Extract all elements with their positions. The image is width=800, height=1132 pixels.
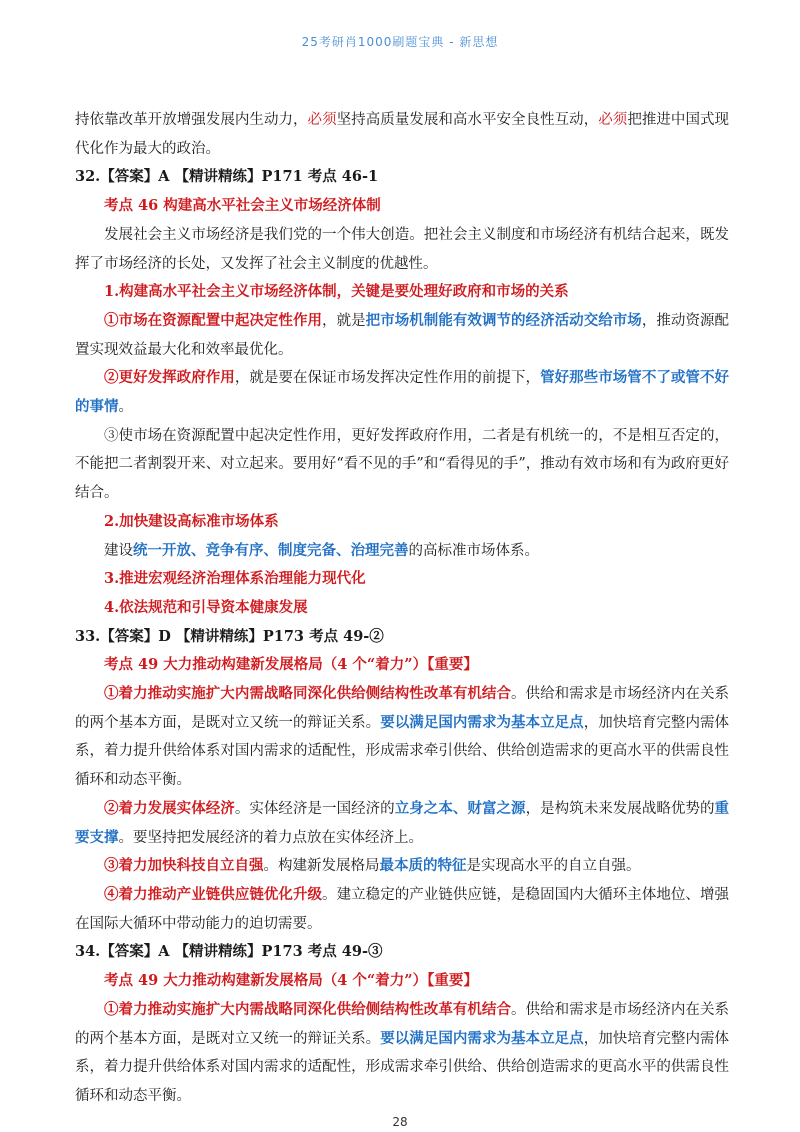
q32-section-2: 2.加快建设高标准市场体系: [104, 512, 279, 530]
q32-paragraph-2-text-a: 建设: [104, 542, 133, 559]
q33-item-1: [75, 680, 729, 795]
must-emphasis-2: 必须: [598, 112, 628, 128]
q33-item-4-key: ④着力推动产业链供应链优化升级: [104, 885, 323, 903]
q32-item-1-text-b: ，推动资源配置实现效益最大化和效率最优化。: [75, 312, 730, 358]
q34-item-1-text-b: ，加快培育完整内需体系，着力提升供给体系对国内需求的适配性，形成需求牵引供给、供给创造需求的更高水平的供需良性循环和动态平衡。: [75, 1030, 730, 1104]
q32-item-1-highlight: 把市场机制能有效调节的经济活动交给市场: [365, 311, 642, 329]
q32-item-2: [75, 364, 729, 421]
q32-item-1-key: ①市场在资源配置中起决定性作用: [104, 311, 323, 329]
q32-item-3: ③使市场在资源配置中起决定性作用，更好发挥政府作用，二者是有机统一的，不是相互否定的，不能把二者割裂开来、对立起来。要用好“看不见的手”和“看得见的手”，推动有效市场和有为政府更好结合。: [75, 427, 729, 502]
q32-item-1-text-a: ，就是: [322, 312, 366, 329]
q32-kaodian-title: 考点 46 构建高水平社会主义市场经济体制: [104, 197, 381, 215]
q32-section-4: 4.依法规范和引导资本健康发展: [104, 598, 308, 616]
q32-section-3: 3.推进宏观经济治理体系治理能力现代化: [104, 570, 366, 588]
q33-item-3-text-b: 是实现高水平的自立自强。: [466, 858, 641, 875]
q33-item-1-key: ①着力推动实施扩大内需战略同深化供给侧结构性改革有机结合: [104, 685, 511, 703]
q33-item-4-text-a: 。建立稳定的产业链供应链，是稳固国内大循环主体地位、增强在国际大循环中带动能力的迫切需要。: [75, 886, 730, 932]
intro-text-2: 坚持高质量发展和高水平安全良性互动，: [336, 112, 599, 128]
q32-paragraph-2-highlight: 统一开放、竞争有序、制度完备、治理完善: [133, 541, 409, 559]
page-header: 25考研肖1000刷题宝典 - 新思想: [301, 35, 499, 49]
q32-item-1: [75, 307, 729, 364]
q33-item-2-key: ②着力发展实体经济: [104, 799, 235, 817]
q32-section-1: 1.构建高水平社会主义市场经济体制，关键是要处理好政府和市场的关系: [104, 283, 569, 301]
q33-item-4: [75, 881, 729, 938]
q33-item-1-text-b: ，加快培育完整内需体系，着力提升供给体系对国内需求的适配性，形成需求牵引供给、供给创造需求的更高水平的供需良性循环和动态平衡。: [75, 714, 730, 789]
q32-paragraph-2-text-b: 的高标准市场体系。: [408, 542, 539, 559]
q32-item-2-text-b: 。: [118, 399, 133, 416]
page-number: 28: [392, 1115, 408, 1129]
q33-item-3-key: ③着力加快科技自立自强: [104, 857, 264, 875]
intro-text-1: 持依靠改革开放增强发展内生动力，: [75, 112, 308, 128]
q34-answer-heading: 34.【答案】A 【精讲精练】P173 考点 49-③: [75, 943, 383, 961]
q33-item-2-text-b: ，是构筑未来发展战略优势的: [525, 800, 715, 817]
q34-item-1-key: ①着力推动实施扩大内需战略同深化供给侧结构性改革有机结合: [104, 1000, 511, 1018]
q33-kaodian-title: 考点 49 大力推动构建新发展格局（4 个“着力”）【重要】: [104, 656, 478, 674]
q33-item-2-highlight-1: 立身之本、财富之源: [394, 799, 526, 817]
must-emphasis-1: 必须: [307, 112, 337, 128]
q34-item-1: [75, 996, 729, 1111]
q34-kaodian-title: 考点 49 大力推动构建新发展格局（4 个“着力”）【重要】: [104, 972, 478, 990]
q33-item-3-highlight: 最本质的特征: [379, 857, 467, 875]
q33-item-2: [75, 795, 729, 852]
q32-item-2-key: ②更好发挥政府作用: [104, 369, 235, 387]
q33-item-2-text-c: 。要坚持把发展经济的着力点放在实体经济上。: [118, 829, 423, 846]
q33-item-2-text-a: 。实体经济是一国经济的: [234, 800, 395, 817]
q34-item-1-text-a: 。供给和需求是市场经济内在关系的两个基本方面，是既对立又统一的辩证关系。: [75, 1001, 729, 1047]
q33-item-2-highlight-2: 重要支撑: [75, 799, 730, 846]
q33-answer-heading: 33.【答案】D 【精讲精练】P173 考点 49-②: [75, 627, 384, 645]
intro-text-3: 把推进中国式现代化作为最大的政治。: [75, 112, 730, 157]
q32-paragraph-1: 发展社会主义市场经济是我们党的一个伟大创造。把社会主义制度和市场经济有机结合起来，既发挥了市场经济的长处，又发挥了社会主义制度的优越性。: [75, 226, 729, 272]
page-content: [75, 106, 729, 1111]
q34-item-1-highlight: 要以满足国内需求为基本立足点: [380, 1029, 584, 1047]
q33-item-1-highlight: 要以满足国内需求为基本立足点: [380, 713, 584, 731]
q32-item-2-text-a: ，就是要在保证市场发挥决定性作用的前提下，: [234, 370, 541, 387]
q33-item-3-text-a: 。构建新发展格局: [263, 858, 380, 875]
q33-item-1-text-a: 。供给和需求是市场经济内在关系的两个基本方面，是既对立又统一的辩证关系。: [75, 686, 729, 731]
q33-item-3: [75, 852, 729, 881]
intro-paragraph: [75, 106, 729, 163]
q32-paragraph-2: [75, 537, 729, 566]
q32-item-2-highlight: 管好那些市场管不了或管不好的事情: [75, 369, 730, 416]
q32-answer-heading: 32.【答案】A 【精讲精练】P171 考点 46-1: [75, 168, 379, 186]
